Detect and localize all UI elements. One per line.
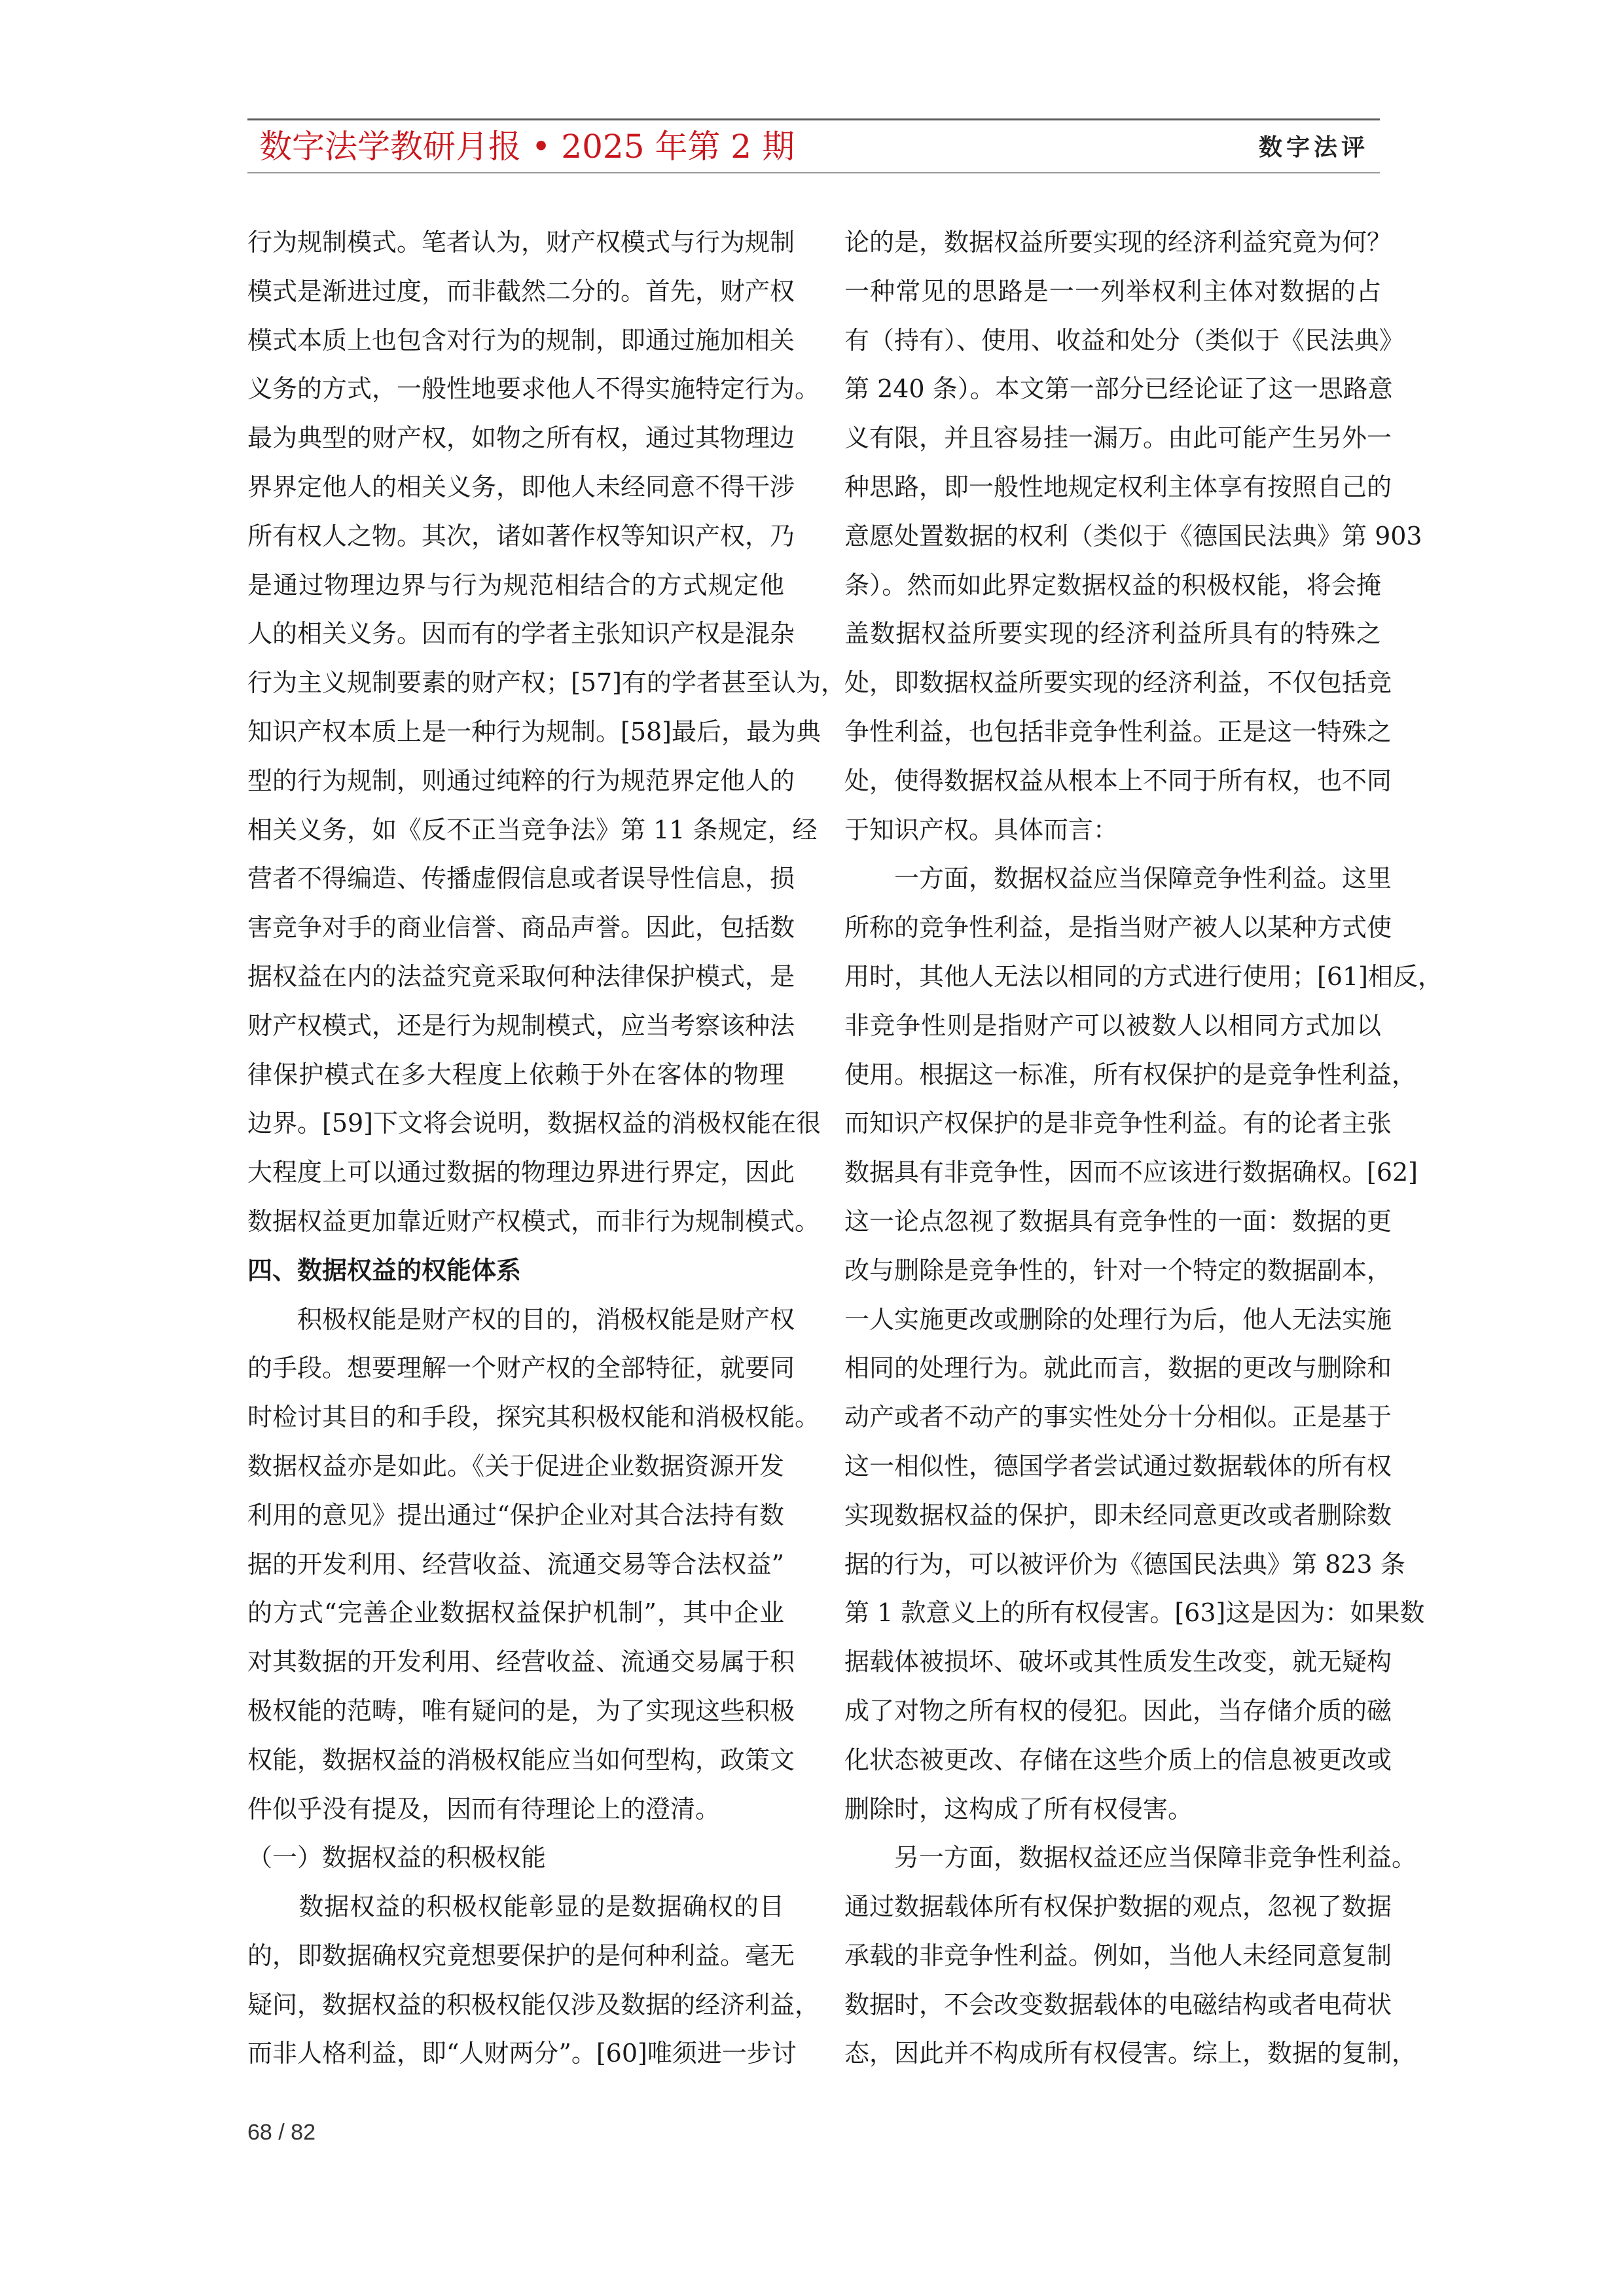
- right-column: [844, 218, 1443, 2078]
- text-line: 积极权能是财产权的目的，消极权能是财产权: [247, 1304, 795, 1334]
- text-line: 知识产权本质上是一种行为规制。[58]最后，最为典: [247, 717, 821, 746]
- section-name: 数字法评: [1258, 134, 1369, 161]
- text-line: 争性利益，也包括非竞争性利益。正是这一特殊之: [844, 717, 1392, 746]
- text-line: 的方式“完善企业数据权益保护机制”，其中企业: [247, 1598, 784, 1628]
- text-line: 实现数据权益的保护，即未经同意更改或者删除数: [844, 1500, 1392, 1530]
- text-line: 态，因此并不构成所有权侵害。综上，数据的复制，: [844, 2039, 1417, 2068]
- text-line: 律保护模式在多大程度上依赖于外在客体的物理: [247, 1060, 784, 1089]
- text-line: 而非人格利益，即“人财两分”。[60]唯须进一步讨: [247, 2039, 797, 2068]
- header-top-rule: [247, 118, 1380, 120]
- text-line: 据的开发利用、经营收益、流通交易等合法权益”: [247, 1549, 784, 1579]
- text-line: 大程度上可以通过数据的物理边界进行界定，因此: [247, 1158, 795, 1187]
- text-line: 行为规制模式。笔者认为，财产权模式与行为规制: [247, 228, 795, 257]
- text-line: 成了对物之所有权的侵犯。因此，当存储介质的磁: [844, 1696, 1392, 1725]
- text-line: 第 240 条）。本文第一部分已经论证了这一思路意: [844, 374, 1393, 404]
- text-line: 行为主义规制要素的财产权；[57]有的学者甚至认为，: [247, 668, 846, 698]
- text-line: 删除时，这构成了所有权侵害。: [844, 1794, 1193, 1823]
- text-line: 害竞争对手的商业信誉、商品声誉。因此，包括数: [247, 913, 795, 942]
- text-line: 一人实施更改或删除的处理行为后，他人无法实施: [844, 1304, 1392, 1334]
- text-line: 边界。[59]下文将会说明，数据权益的消极权能在很: [247, 1109, 821, 1138]
- text-line: 一种常见的思路是一一列举权利主体对数据的占: [844, 276, 1381, 306]
- text-line: 是通过物理边界与行为规范相结合的方式规定他: [247, 570, 784, 600]
- text-line: 于知识产权。具体而言：: [844, 815, 1119, 844]
- text-line: 数据权益的积极权能彰显的是数据确权的目: [247, 1892, 784, 1922]
- text-line: 财产权模式，还是行为规制模式，应当考察该种法: [247, 1011, 795, 1040]
- text-line: 化状态被更改、存储在这些介质上的信息被更改或: [844, 1745, 1392, 1774]
- text-line: 处，使得数据权益从根本上不同于所有权，也不同: [844, 766, 1392, 795]
- text-line: 所有权人之物。其次，诸如著作权等知识产权，乃: [247, 521, 795, 550]
- text-line: 义有限，并且容易挂一漏万。由此可能产生另外一: [844, 423, 1392, 453]
- left-column: [247, 218, 846, 2078]
- text-line: 处，即数据权益所要实现的经济利益，不仅包括竞: [844, 668, 1392, 698]
- text-line: 这一相似性，德国学者尝试通过数据载体的所有权: [844, 1451, 1392, 1480]
- text-line: 数据时，不会改变数据载体的电磁结构或者电荷状: [844, 1990, 1392, 2019]
- text-line: 盖数据权益所要实现的经济利益所具有的特殊之: [844, 619, 1381, 649]
- text-line: 动产或者不动产的事实性处分十分相似。正是基于: [844, 1403, 1392, 1432]
- text-line: 义务的方式，一般性地要求他人不得实施特定行为。: [247, 374, 820, 404]
- text-line: 最为典型的财产权，如物之所有权，通过其物理边: [247, 423, 795, 453]
- section-heading: 四、数据权益的权能体系: [247, 1255, 522, 1285]
- text-line: 数据权益亦是如此。《关于促进企业数据资源开发: [247, 1451, 784, 1480]
- text-line: 种思路，即一般性地规定权利主体享有按照自己的: [844, 472, 1392, 501]
- text-line: 用时，其他人无法以相同的方式进行使用；[61]相反，: [844, 961, 1443, 991]
- text-line: 型的行为规制，则通过纯粹的行为规范界定他人的: [247, 766, 795, 795]
- text-line: 权能，数据权益的消极权能应当如何型构，政策文: [247, 1745, 795, 1774]
- text-line: 相同的处理行为。就此而言，数据的更改与删除和: [844, 1354, 1392, 1383]
- text-line: 承载的非竞争性利益。例如，当他人未经同意复制: [844, 1941, 1392, 1970]
- text-line: 界界定他人的相关义务，即他人未经同意不得干涉: [247, 472, 795, 501]
- text-line: 的手段。想要理解一个财产权的全部特征，就要同: [247, 1354, 795, 1383]
- text-line: 有（持有）、使用、收益和处分（类似于《民法典》: [844, 325, 1405, 355]
- text-line: 数据权益更加靠近财产权模式，而非行为规制模式。: [247, 1206, 820, 1236]
- text-line: 另一方面，数据权益还应当保障非竞争性利益。: [844, 1843, 1417, 1873]
- text-line: 件似乎没有提及，因而有待理论上的澄清。: [247, 1794, 721, 1823]
- text-line: 据权益在内的法益究竟采取何种法律保护模式，是: [247, 961, 795, 991]
- text-line: 改与删除是竞争性的，针对一个特定的数据副本，: [844, 1255, 1392, 1285]
- text-line: 一方面，数据权益应当保障竞争性利益。这里: [844, 864, 1392, 893]
- text-line: 第 1 款意义上的所有权侵害。[63]这是因为：如果数: [844, 1598, 1425, 1628]
- text-line: 数据具有非竞争性，因而不应该进行数据确权。[62]: [844, 1158, 1418, 1187]
- text-line: 非竞争性则是指财产可以被数人以相同方式加以: [844, 1011, 1381, 1040]
- text-line: 时检讨其目的和手段，探究其积极权能和消极权能。: [247, 1403, 820, 1432]
- text-line: 条）。然而如此界定数据权益的积极权能，将会掩: [844, 570, 1381, 600]
- text-line: 对其数据的开发利用、经营收益、流通交易属于积: [247, 1647, 795, 1677]
- text-line: 的，即数据确权究竟想要保护的是何种利益。毫无: [247, 1941, 795, 1970]
- text-line: 这一论点忽视了数据具有竞争性的一面：数据的更: [844, 1206, 1392, 1236]
- subsection-heading: （一）数据权益的积极权能: [247, 1843, 547, 1873]
- text-line: 疑问，数据权益的积极权能仅涉及数据的经济利益，: [247, 1990, 820, 2019]
- text-line: 模式本质上也包含对行为的规制，即通过施加相关: [247, 325, 795, 355]
- header-bottom-rule: [247, 172, 1380, 173]
- journal-title: 数字法学教研月报 • 2025 年第 2 期: [259, 128, 795, 166]
- text-line: 通过数据载体所有权保护数据的观点，忽视了数据: [844, 1892, 1392, 1922]
- text-line: 相关义务，如《反不正当竞争法》第 11 条规定，经: [247, 815, 818, 844]
- text-line: 营者不得编造、传播虚假信息或者误导性信息，损: [247, 864, 795, 893]
- text-line: 据的行为，可以被评价为《德国民法典》第 823 条: [844, 1549, 1405, 1579]
- text-line: 据载体被损坏、破坏或其性质发生改变，就无疑构: [844, 1647, 1392, 1677]
- text-line: 而知识产权保护的是非竞争性利益。有的论者主张: [844, 1109, 1392, 1138]
- page-number: 68 / 82: [247, 2120, 316, 2145]
- text-line: 所称的竞争性利益，是指当财产被人以某种方式使: [844, 913, 1392, 942]
- text-line: 模式是渐进过度，而非截然二分的。首先，财产权: [247, 276, 795, 306]
- text-line: 利用的意见》提出通过“保护企业对其合法持有数: [247, 1500, 784, 1530]
- text-line: 使用。根据这一标准，所有权保护的是竞争性利益，: [844, 1060, 1417, 1089]
- text-line: 论的是，数据权益所要实现的经济利益究竟为何？: [844, 228, 1392, 257]
- text-line: 极权能的范畴，唯有疑问的是，为了实现这些积极: [247, 1696, 795, 1725]
- text-line: 人的相关义务。因而有的学者主张知识产权是混杂: [247, 619, 795, 649]
- text-line: 意愿处置数据的权利（类似于《德国民法典》第 903: [844, 521, 1422, 550]
